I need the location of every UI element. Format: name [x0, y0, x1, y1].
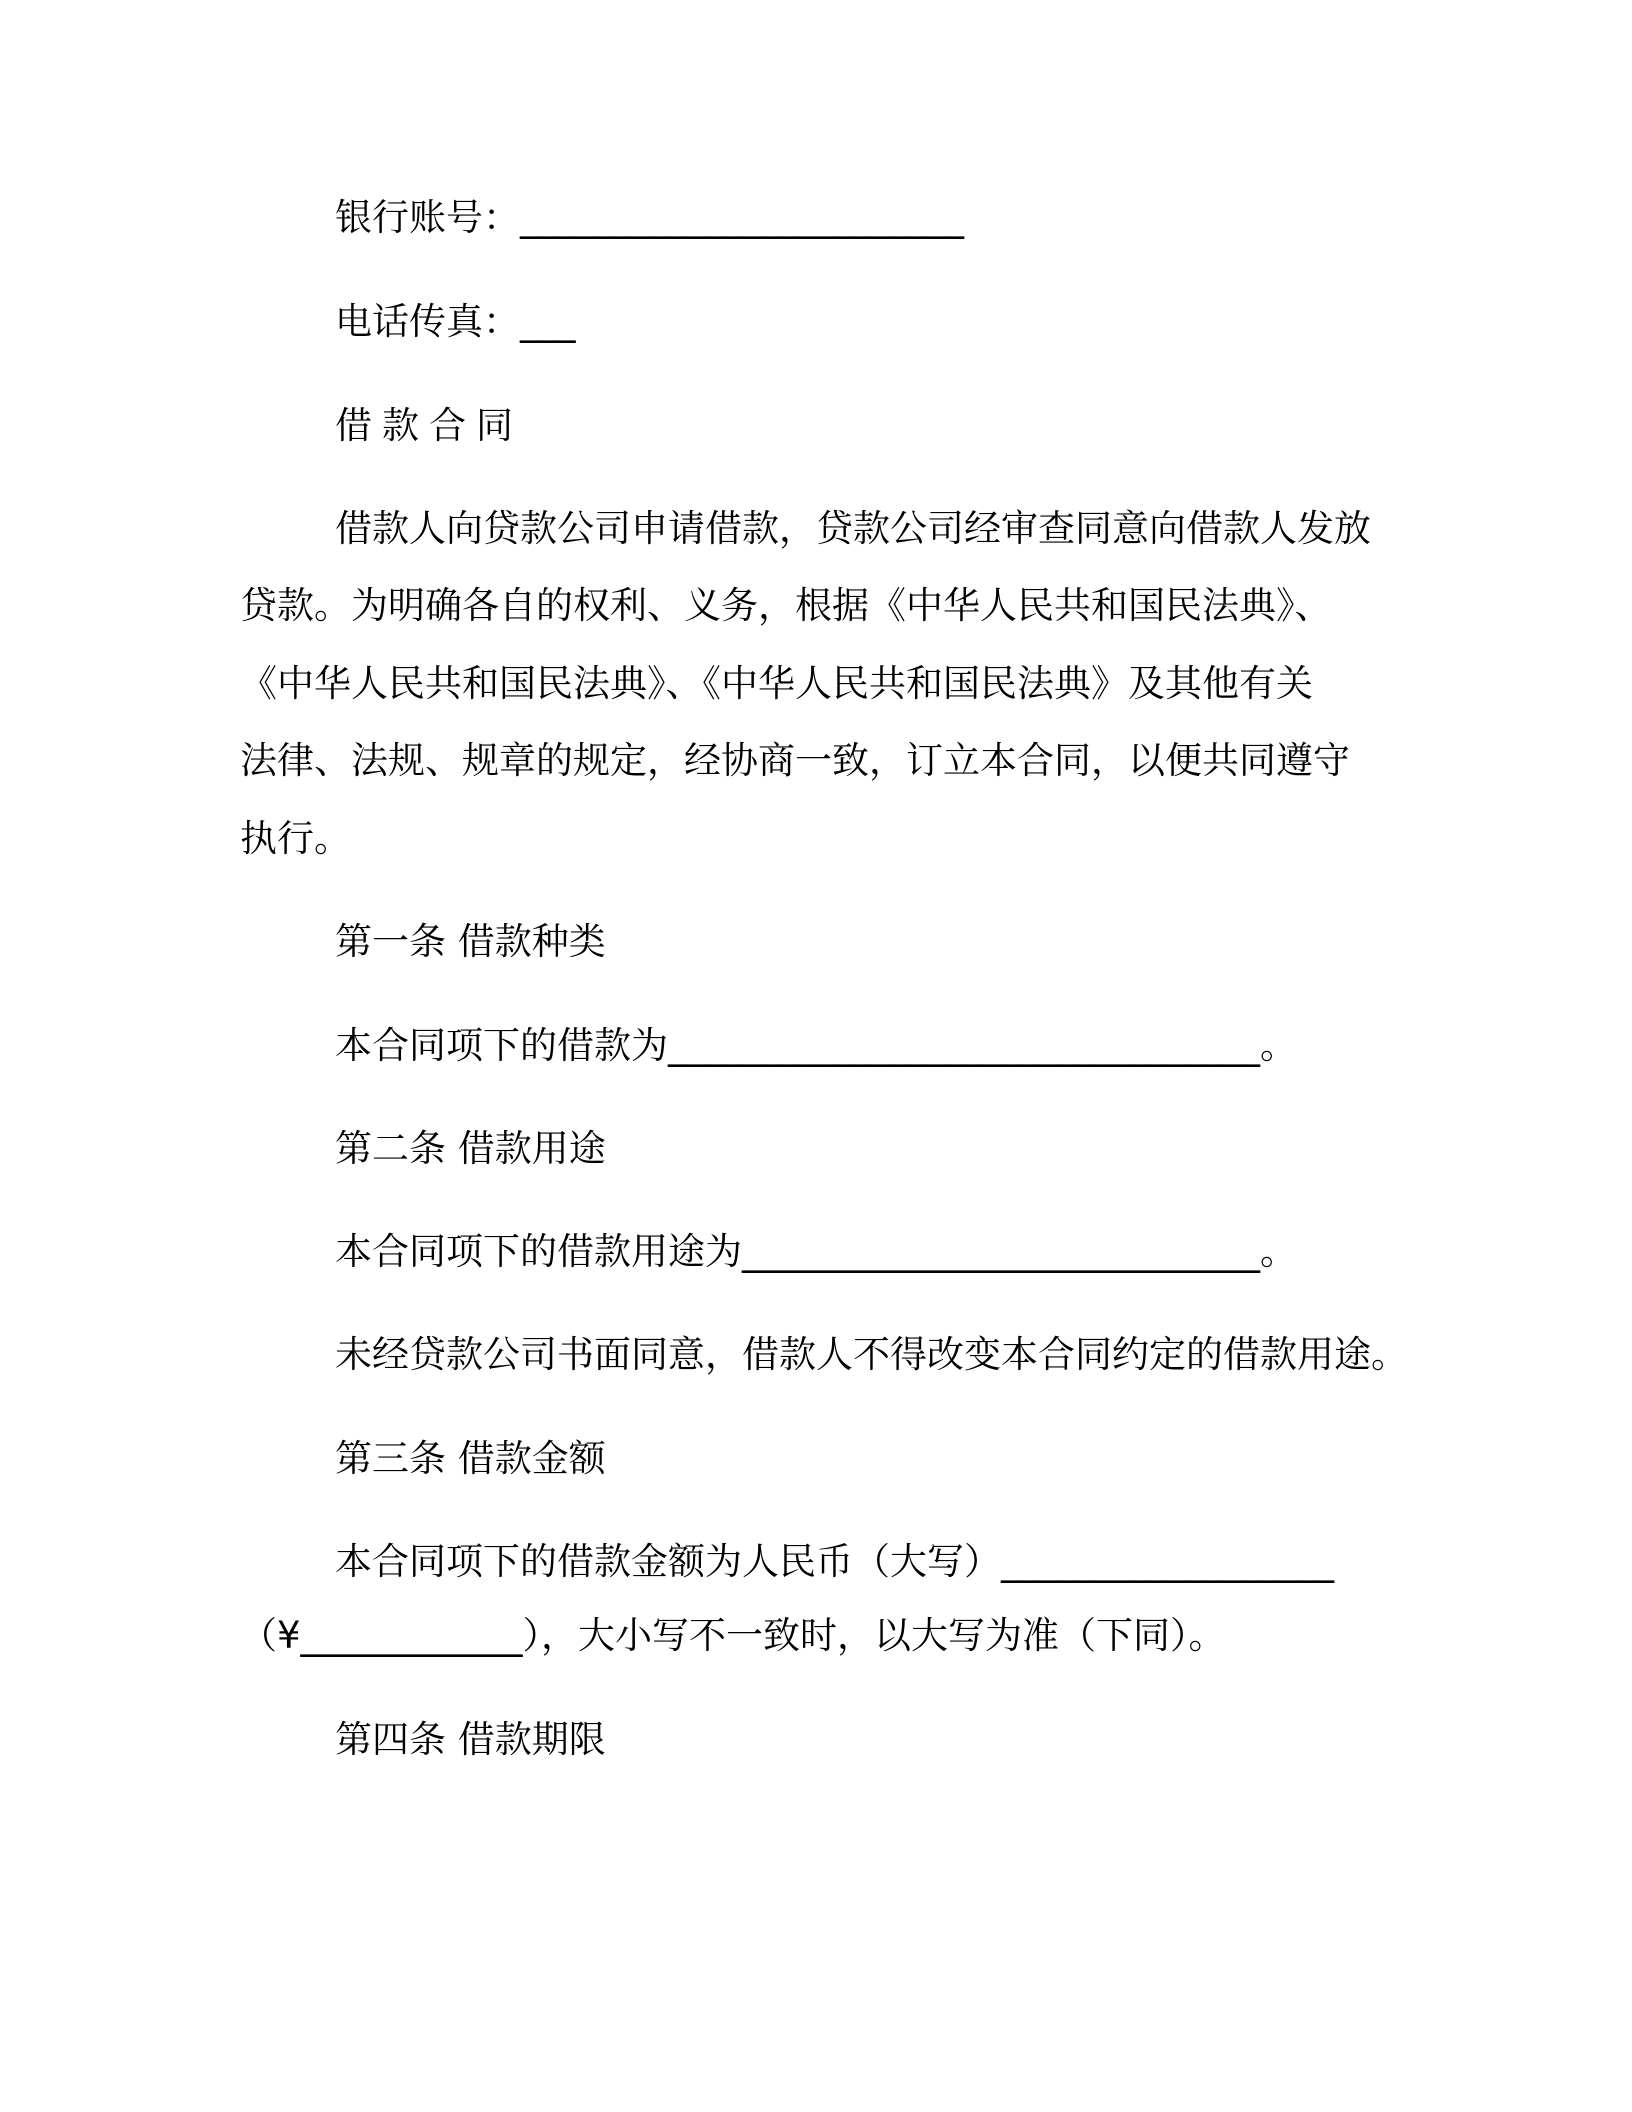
preamble-line-2: 贷款。为明确各自的权利、义务，根据《中华人民共和国民法典》、: [240, 584, 1332, 627]
article-3-heading: 第三条 借款金额: [335, 1437, 606, 1480]
preamble-line-1: 借款人向贷款公司申请借款，贷款公司经审查同意向借款人发放: [335, 507, 1371, 550]
article-3-body-line-1: 本合同项下的借款金额为人民币（大写）__________________: [335, 1540, 1334, 1583]
contract-title: 借款合同: [335, 404, 523, 447]
preamble-line-3: 《中华人民共和国民法典》、《中华人民共和国民法典》及其他有关: [240, 662, 1313, 705]
bank-account-line: 银行账号：________________________: [335, 196, 964, 239]
article-1-body: 本合同项下的借款为________________________________。: [335, 1024, 1297, 1067]
article-3-body-line-2: （¥____________），大小写不一致时，以大写为准（下同）。: [240, 1614, 1226, 1657]
article-2-body: 本合同项下的借款用途为____________________________。: [335, 1230, 1297, 1273]
article-1-heading: 第一条 借款种类: [335, 920, 606, 963]
preamble-line-4: 法律、法规、规章的规定，经协商一致，订立本合同，以便共同遵守: [240, 739, 1350, 782]
article-4-heading: 第四条 借款期限: [335, 1718, 606, 1761]
article-2-note: 未经贷款公司书面同意，借款人不得改变本合同约定的借款用途。: [335, 1333, 1408, 1376]
preamble-line-5: 执行。: [240, 817, 351, 860]
article-2-heading: 第二条 借款用途: [335, 1127, 606, 1170]
fax-line: 电话传真：___: [335, 300, 576, 343]
